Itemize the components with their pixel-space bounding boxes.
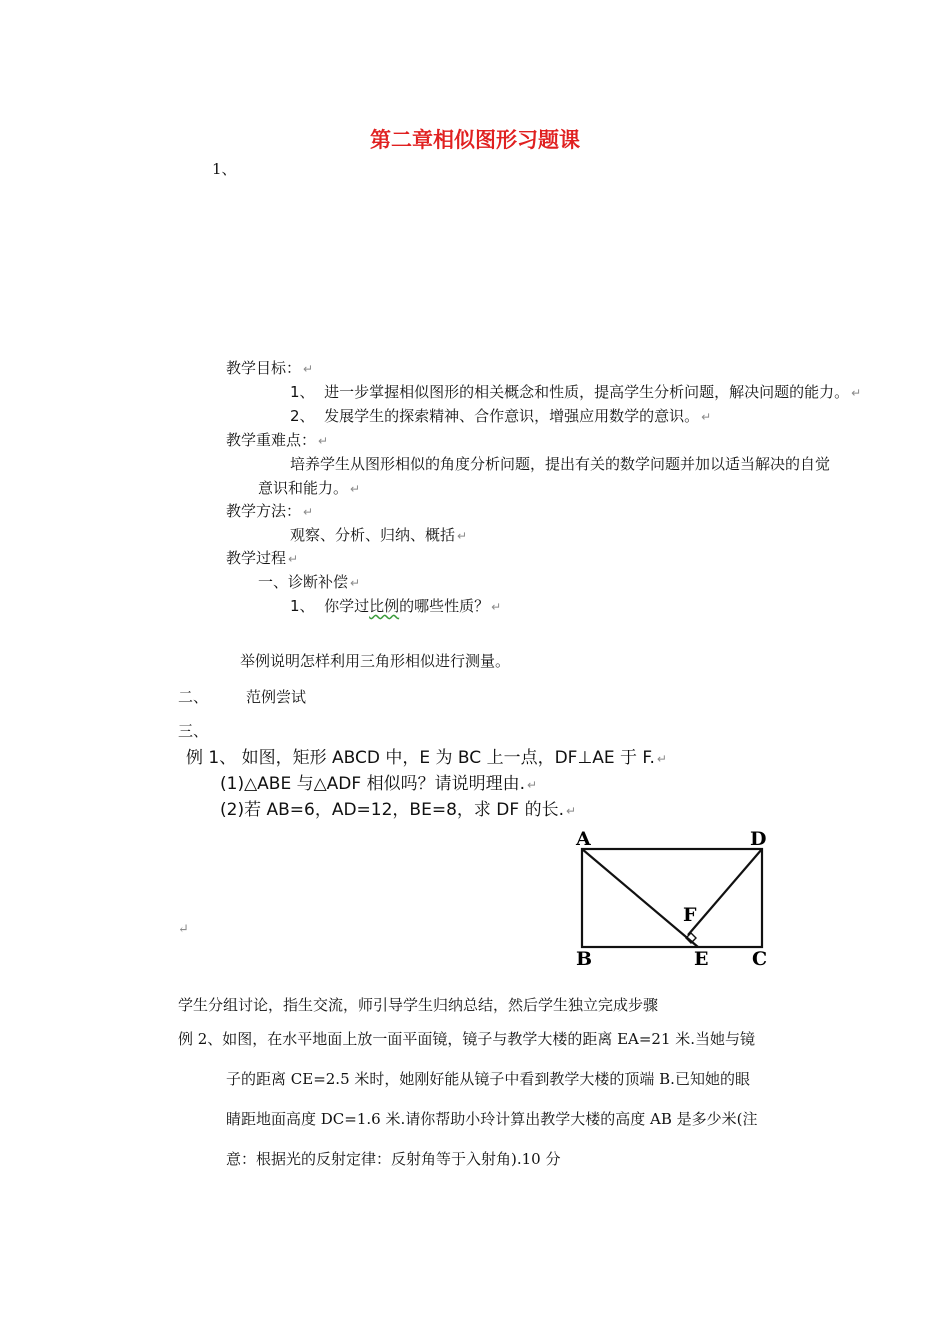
- key-points-line-2: 意识和能力。 ↵: [258, 479, 361, 497]
- example2-line-3: 睛距地面高度 DC=1.6 米.请你帮助小玲计算出教学大楼的高度 AB 是多少米(注: [226, 1110, 758, 1128]
- goal-item-2: 2、 发展学生的探索精神、合作意识，增强应用数学的意识。 ↵: [290, 407, 712, 425]
- label-f: F: [683, 904, 697, 926]
- method-text: 观察、分析、归纳、概括 ↵: [290, 526, 468, 544]
- part-two-number: 二、: [178, 688, 209, 706]
- goals-heading: 教学目标： ↵: [226, 359, 314, 377]
- example1-line-3: (2)若 AB=6，AD=12，BE=8，求 DF 的长. ↵: [220, 800, 577, 820]
- example-measure-text: 举例说明怎样利用三角形相似进行测量。: [240, 652, 511, 670]
- example2-line-1: 例 2、如图，在水平地面上放一面平面镜，镜子与教学大楼的距离 EA=21 米.当她与镜: [178, 1030, 756, 1048]
- segment-df: [688, 849, 762, 935]
- goal-item-1: 1、 进一步掌握相似图形的相关概念和性质，提高学生分析问题，解决问题的能力。 ↵: [290, 383, 862, 401]
- segment-ae: [582, 849, 698, 947]
- example1-line-2: (1)△ABE 与△ADF 相似吗？请说明理由. ↵: [220, 774, 538, 794]
- rectangle-abcd: [582, 849, 762, 947]
- process-heading: 教学过程 ↵: [226, 549, 299, 567]
- label-b: B: [576, 948, 593, 970]
- part-three-number: 三、: [178, 722, 209, 740]
- example1-line-1: 例 1、 如图，矩形 ABCD 中，E 为 BC 上一点，DF⊥AE 于 F. ↵: [186, 748, 667, 768]
- discussion-text: 学生分组讨论，指生交流，师引导学生归纳总结，然后学生独立完成步骤: [178, 996, 659, 1014]
- process-question-1: 1、 你学过比例的哪些性质？ ↵: [290, 597, 502, 615]
- label-d: D: [750, 828, 767, 850]
- part-two-title: 范例尝试: [246, 688, 307, 706]
- label-c: C: [752, 948, 768, 970]
- key-points-heading: 教学重难点： ↵: [226, 431, 329, 449]
- method-heading: 教学方法： ↵: [226, 502, 314, 520]
- key-points-line-1: 培养学生从图形相似的角度分析问题，提出有关的数学问题并加以适当解决的自觉: [290, 455, 831, 473]
- example2-line-4: 意：根据光的反射定律：反射角等于入射角).10 分: [226, 1150, 561, 1168]
- label-a: A: [576, 828, 591, 850]
- rectangle-figure: [570, 825, 780, 970]
- section-number: 1、: [212, 160, 237, 178]
- paragraph-mark: ↵: [178, 922, 189, 937]
- process-sub-1: 一、诊断补偿 ↵: [258, 573, 361, 591]
- page-title: 第二章相似图形习题课: [370, 128, 580, 152]
- example2-line-2: 子的距离 CE=2.5 米时，她刚好能从镜子中看到教学大楼的顶端 B.已知她的眼: [226, 1070, 750, 1088]
- label-e: E: [694, 948, 709, 970]
